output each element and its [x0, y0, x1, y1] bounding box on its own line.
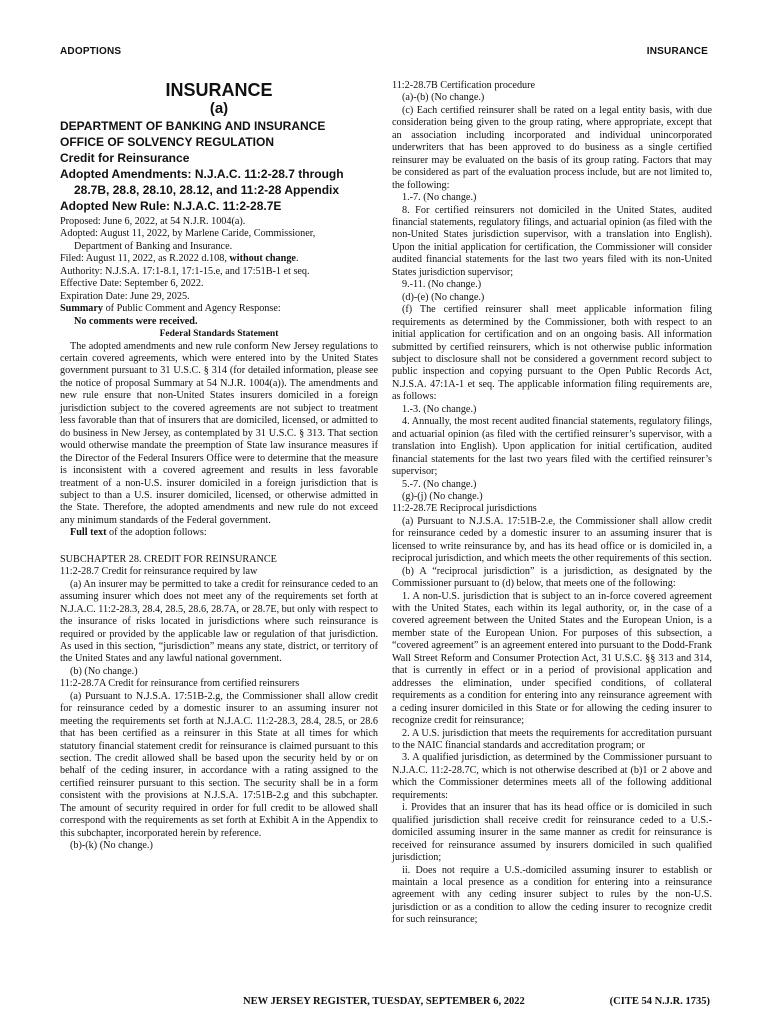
- section-2287e-b: (b) A “reciprocal jurisdiction” is a jurisdiction, as designated by the Commissioner pursuant to (d) below, that meets one of the following:: [392, 565, 712, 590]
- section-2287b-f1-3: 1.-3. (No change.): [402, 403, 477, 415]
- section-2287e-b1: 1. A non-U.S. jurisdiction that is subject to an in-force covered agreement with the United States, each within its legal authority, or, in the case of a covered agreement between the United States and the European Union, is a member state of the European Union. For purposes of this subsection, a “covered agreement” is an agreement entered into pursuant to the Dodd-Frank Wall Street Reform and Consumer Protection Act, 31 U.S.C. §§ 313 and 314, that is currently in effect or in a period of provisional application and addresses the elimination, under specified conditions, of collateral requirements as a condition for entering into any reinsurance agreement with a ceding insurer domiciled in this State or for allowing the ceding insurer to recognize credit for reinsurance;: [392, 590, 712, 727]
- authority-line: Authority: N.J.S.A. 17:1-8.1, 17:1-15.e, and 17:51B-1 et seq.: [60, 265, 310, 277]
- section-2287b-f4: 4. Annually, the most recent audited financial statements, regulatory filings, and actuarial opinion (as filed with the certified reinsurer’s supervisor, with a translation into English). Upon application for initial certification, audited financial statements for the last two years filed with the certified reinsurer’s supervisor;: [392, 416, 712, 478]
- adopted-line-1: Adopted: August 11, 2022, by Marlene Caride, Commissioner,: [60, 228, 316, 240]
- running-head-right: INSURANCE: [646, 46, 708, 57]
- running-head-left: ADOPTIONS: [60, 46, 122, 57]
- section-2287b-c1-7: 1.-7. (No change.): [402, 192, 477, 204]
- section-2287b-heading: 11:2-28.7B Certification procedure: [392, 80, 536, 91]
- topic-title: Credit for Reinsurance: [60, 151, 190, 165]
- section-2287e-b3: 3. A qualified jurisdiction, as determined by the Commissioner pursuant to N.J.A.C. 11:2-28.7C, which is not otherwise described at (b)1 or 2 above and which the Commissioner determines meets all of the following additional requirements:: [392, 752, 712, 801]
- notice-letter: (a): [209, 100, 229, 117]
- section-2287b-de: (d)-(e) (No change.): [402, 291, 485, 303]
- section-2287b-ab: (a)-(b) (No change.): [402, 92, 485, 104]
- filed-line: Filed: August 11, 2022, as R.2022 d.108, without change.: [60, 253, 299, 265]
- section-2287a-bk: (b)-(k) (No change.): [70, 840, 153, 852]
- subchapter-heading: SUBCHAPTER 28. CREDIT FOR REINSURANCE: [60, 553, 277, 565]
- without-change-emphasis: without change: [229, 253, 296, 265]
- section-2287b-gj: (g)-(j) (No change.): [402, 490, 483, 502]
- expiration-date: Expiration Date: June 29, 2025.: [60, 290, 190, 302]
- section-2287b-f5-7: 5.-7. (No change.): [402, 478, 477, 490]
- section-2287-heading: 11:2-28.7 Credit for reinsurance required by law: [60, 566, 258, 578]
- footer-citation: (CITE 54 N.J.R. 1735): [609, 996, 710, 1007]
- section-2287b-f: (f) The certified reinsurer shall meet applicable information filing requirements as determined by the Commissioner, both with respect to an initial application for certification and on an ongoing basis. All information submitted by certified reinsurers, which is not otherwise public information subject to disclosure shall not be considered a government record subject to public inspection and copying pursuant to the Open Public Records Act, N.J.S.A. 47:1A-1 et seq. The applicable information filing requirements are, as follows:: [392, 304, 712, 403]
- no-comments: No comments were received.: [74, 315, 198, 327]
- federal-standards-heading: Federal Standards Statement: [159, 329, 279, 340]
- section-2287b-c: (c) Each certified reinsurer shall be rated on a legal entity basis, with due consideration being given to the group rating, where appropriate, except that an association including incorporated and individual unincorporated underwriters that has been approved to do business as a single certified reinsurer may be evaluated on the basis of its group rating. Factors that may be considered as part of the evaluation process include, but are not limited to, the following:: [392, 104, 712, 191]
- section-2287b-c8: 8. For certified reinsurers not domiciled in the United States, audited financial statements, regulatory filings, and actuarial opinion (as filed with the non-United States jurisdiction supervisor, with a translation into English). Upon the initial application for certification, the Commissioner will consider audited financial statements for the last two years filed with its non-United States jurisdiction supervisor;: [392, 204, 712, 278]
- amendments-line-1: Adopted Amendments: N.J.A.C. 11:2-28.7 through: [60, 167, 344, 181]
- section-2287e-b2: 2. A U.S. jurisdiction that meets the requirements for accreditation pursuant to the NAIC financial standards and accreditation program; or: [392, 727, 712, 752]
- section-2287e-b3ii: ii. Does not require a U.S.-domiciled assuming insurer to establish or maintain a local presence as a condition for entering into a reinsurance agreement with any ceding insurer subject to rules by the non-U.S. jurisdiction or as a condition to allow the ceding insurer to recognize credit for such reinsurance;: [392, 864, 712, 926]
- section-2287-b: (b) (No change.): [70, 665, 138, 677]
- section-2287-a: (a) An insurer may be permitted to take a credit for reinsurance ceded to an assuming insurer which does not meet any of the requirements set forth at N.J.A.C. 11:2-28.3, 28.4, 28.5, 28.6, 28.7A, or 28.7E, but only with respect to the insurance of risks located in jurisdictions where such reinsurance is required or provided by the applicable law or regulation of that jurisdiction. As used in this section, “jurisdiction” means any state, district, or territory of the United States and any lawful national government.: [60, 578, 378, 665]
- section-2287e-b3i: i. Provides that an insurer that has its head office or is domiciled in such qualified jurisdiction shall receive credit for reinsurance ceded to a U.S.-domiciled assuming insurer in the same manner as credit for reinsurance is received for reinsurance assumed by insurers domiciled in such qualified jurisdiction;: [392, 802, 712, 864]
- new-rule-line: Adopted New Rule: N.J.A.C. 11:2-28.7E: [60, 199, 282, 213]
- section-2287a-a: (a) Pursuant to N.J.S.A. 17:51B-2.g, the Commissioner shall allow credit for reinsurance ceded by a domestic insurer to an assuming insurer not meeting the requirements set forth at N.J.A.C. 11:2-28.3, 28.4, 28.5, or 28.6 that has been certified as a reinsurer in this State at all times for which statutory financial statement credit for reinsurance is claimed pursuant to this section. The credit allowed shall be based upon the security held by or on behalf of the ceding insurer, in accordance with a rating assigned to the certified reinsurer pursuant to this section. The security shall be in a form consistent with the provisions at N.J.S.A. 17:51B-2.g and this subchapter. The amount of security required in order for full credit to be allowed shall correspond with the requirements as set forth at Exhibit A in the Appendix to this subchapter, incorporated herein by reference.: [60, 690, 378, 839]
- amendments-line-2: 28.7B, 28.8, 28.10, 28.12, and 11:2-28 Appendix: [74, 183, 340, 197]
- right-column: [392, 80, 712, 927]
- adopted-line-2: Department of Banking and Insurance.: [74, 240, 233, 252]
- section-2287b-c9-11: 9.-11. (No change.): [402, 279, 482, 291]
- page-title: INSURANCE: [165, 80, 273, 100]
- federal-standards-body: The adopted amendments and new rule conform New Jersey regulations to certain covered agreements, which were entered into by the United States government pursuant to 31 U.S.C. § 314 (for detailed information, please see the notice of proposal Summary at 54 N.J.R. 1004(a)). The amendments and new rule ensure that non-United States insurers domiciled in a foreign jurisdiction subject to the covered agreements are not subject to treatment less favorable than that of insurers that are domiciled, licensed, or admitted to do business in New Jersey, as contemplated by 31 U.S.C. § 313. That section would otherwise mandate the preemption of State law insurance measures if the Director of the Federal Insurers Office were to determine that the measure is inconsistent with a covered agreement and results in less favorable treatment of a non-U.S. insurer domiciled in a foreign jurisdiction that is subject to than a U.S. insurer domiciled, licensed, or otherwise admitted in the State. Therefore, the adopted amendments and new rule do not exceed any minimum standards of the Federal government.: [60, 340, 378, 526]
- department-name: DEPARTMENT OF BANKING AND INSURANCE: [60, 119, 326, 133]
- section-2287e-heading: 11:2-28.7E Reciprocal jurisdictions: [392, 503, 537, 515]
- footer-register-date: NEW JERSEY REGISTER, TUESDAY, SEPTEMBER 6, 2022: [243, 996, 525, 1007]
- proposed-line: Proposed: June 6, 2022, at 54 N.J.R. 1004(a).: [60, 216, 246, 227]
- left-column: [60, 80, 378, 853]
- section-2287a-heading: 11:2-28.7A Credit for reinsurance from certified reinsurers: [60, 678, 300, 690]
- full-text-line: Full text of the adoption follows:: [70, 527, 207, 539]
- office-name: OFFICE OF SOLVENCY REGULATION: [60, 135, 275, 149]
- summary-heading: Summary of Public Comment and Agency Response:: [60, 303, 281, 315]
- effective-date: Effective Date: September 6, 2022.: [60, 278, 204, 290]
- section-2287e-a: (a) Pursuant to N.J.S.A. 17:51B-2.e, the Commissioner shall allow credit for reinsurance ceded by a domestic insurer to an assuming insurer that is licensed to write reinsurance by, and has its head office or is domiciled in, a reciprocal jurisdiction, and which meets the other requirements of this section.: [392, 515, 712, 565]
